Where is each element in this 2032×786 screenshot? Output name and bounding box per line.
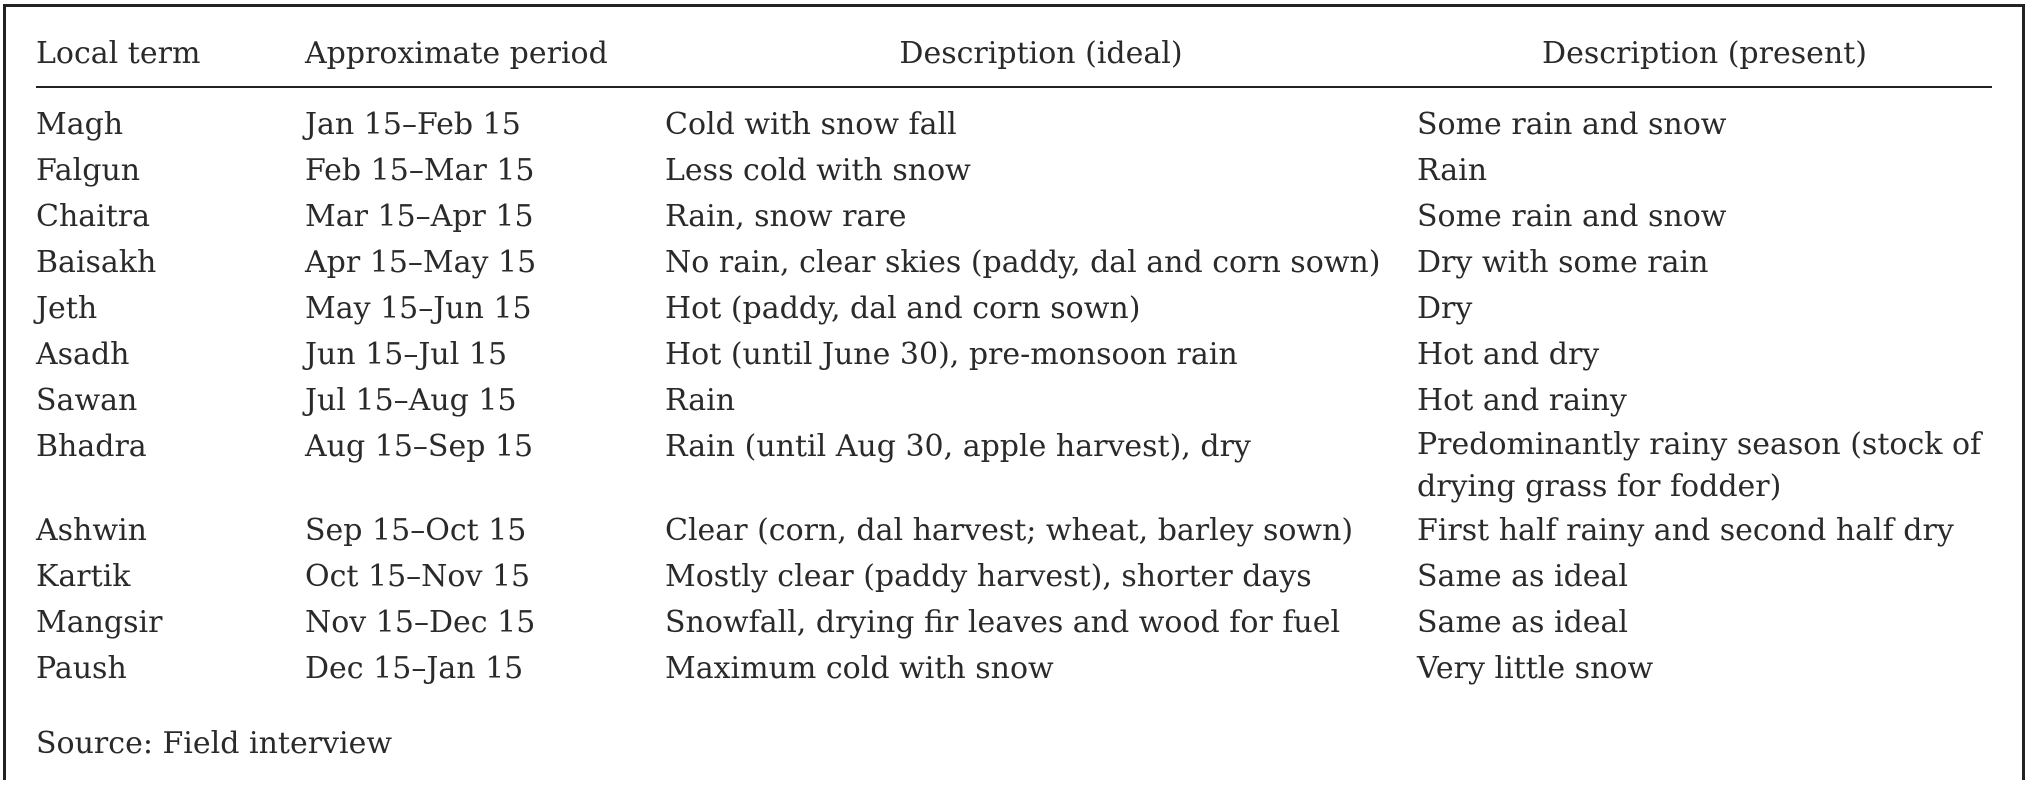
cell-description-present: Hot and dry [1417, 337, 1600, 372]
cell-local-term: Asadh [36, 337, 130, 372]
cell-description-ideal: No rain, clear skies (paddy, dal and corn sown) [665, 245, 1381, 280]
table-header [36, 34, 1992, 87]
cell-description-ideal: Hot (until June 30), pre-monsoon rain [665, 337, 1238, 372]
cell-approximate-period: Jul 15–Aug 15 [305, 383, 517, 418]
table-row [36, 378, 1992, 424]
cell-description-ideal: Hot (paddy, dal and corn sown) [665, 291, 1141, 326]
cell-description-present: Hot and rainy [1417, 383, 1627, 418]
cell-description-present: Same as ideal [1417, 605, 1629, 640]
header-local-term: Local term [36, 34, 283, 87]
cell-description-present: Very little snow [1417, 651, 1654, 686]
table-row [36, 286, 1992, 332]
header-description-present: Description (present) [1417, 34, 1992, 87]
source-note: Source: Field interview [36, 726, 393, 761]
cell-description-ideal: Clear (corn, dal harvest; wheat, barley sown) [665, 513, 1354, 548]
cell-description-ideal: Less cold with snow [665, 153, 971, 188]
cell-description-ideal: Rain (until Aug 30, apple harvest), dry [665, 429, 1251, 464]
cell-local-term: Paush [36, 651, 127, 686]
cell-local-term: Chaitra [36, 199, 151, 234]
cell-local-term: Mangsir [36, 605, 163, 640]
header-row [36, 34, 1992, 87]
cell-local-term: Kartik [36, 559, 131, 594]
cell-description-present: First half rainy and second half dry [1417, 513, 1954, 548]
season-table [36, 34, 1992, 692]
cell-description-ideal: Rain [665, 383, 736, 418]
cell-local-term: Ashwin [36, 513, 147, 548]
cell-approximate-period: Apr 15–May 15 [305, 245, 537, 280]
cell-description-ideal: Rain, snow rare [665, 199, 907, 234]
cell-local-term: Sawan [36, 383, 138, 418]
cell-description-present: Dry with some rain [1417, 245, 1709, 280]
cell-description-ideal: Snowfall, drying fir leaves and wood for fuel [665, 605, 1341, 640]
cell-approximate-period: Aug 15–Sep 15 [305, 429, 534, 464]
table-row [36, 554, 1992, 600]
cell-approximate-period: May 15–Jun 15 [305, 291, 532, 326]
header-description-ideal: Description (ideal) [665, 34, 1417, 87]
table-row [36, 87, 1992, 148]
cell-description-present: Rain [1417, 153, 1488, 188]
table-row [36, 240, 1992, 286]
cell-local-term: Falgun [36, 153, 141, 188]
cell-description-present: Some rain and snow [1417, 199, 1727, 234]
cell-description-present: Predominantly rainy season (stock of drying grass for fodder) [1417, 427, 1982, 504]
cell-approximate-period: Jan 15–Feb 15 [305, 107, 521, 142]
header-approximate-period: Approximate period [283, 34, 665, 87]
table-row [36, 332, 1992, 378]
table-row [36, 508, 1992, 554]
season-table-container [36, 34, 1992, 692]
cell-approximate-period: Jun 15–Jul 15 [305, 337, 508, 372]
table-row [36, 424, 1992, 508]
cell-local-term: Baisakh [36, 245, 157, 280]
cell-approximate-period: Oct 15–Nov 15 [305, 559, 531, 594]
cell-local-term: Jeth [36, 291, 98, 326]
cell-description-present: Some rain and snow [1417, 107, 1727, 142]
table-body [36, 87, 1992, 692]
cell-description-ideal: Mostly clear (paddy harvest), shorter days [665, 559, 1312, 594]
table-row [36, 600, 1992, 646]
cell-approximate-period: Mar 15–Apr 15 [305, 199, 534, 234]
table-row [36, 646, 1992, 692]
cell-local-term: Magh [36, 107, 124, 142]
cell-approximate-period: Feb 15–Mar 15 [305, 153, 535, 188]
cell-description-present: Dry [1417, 291, 1473, 326]
cell-description-ideal: Maximum cold with snow [665, 651, 1054, 686]
cell-description-ideal: Cold with snow fall [665, 107, 957, 142]
table-row [36, 194, 1992, 240]
cell-approximate-period: Sep 15–Oct 15 [305, 513, 527, 548]
cell-local-term: Bhadra [36, 429, 147, 464]
cell-approximate-period: Dec 15–Jan 15 [305, 651, 524, 686]
cell-description-present: Same as ideal [1417, 559, 1629, 594]
cell-approximate-period: Nov 15–Dec 15 [305, 605, 536, 640]
table-row [36, 148, 1992, 194]
